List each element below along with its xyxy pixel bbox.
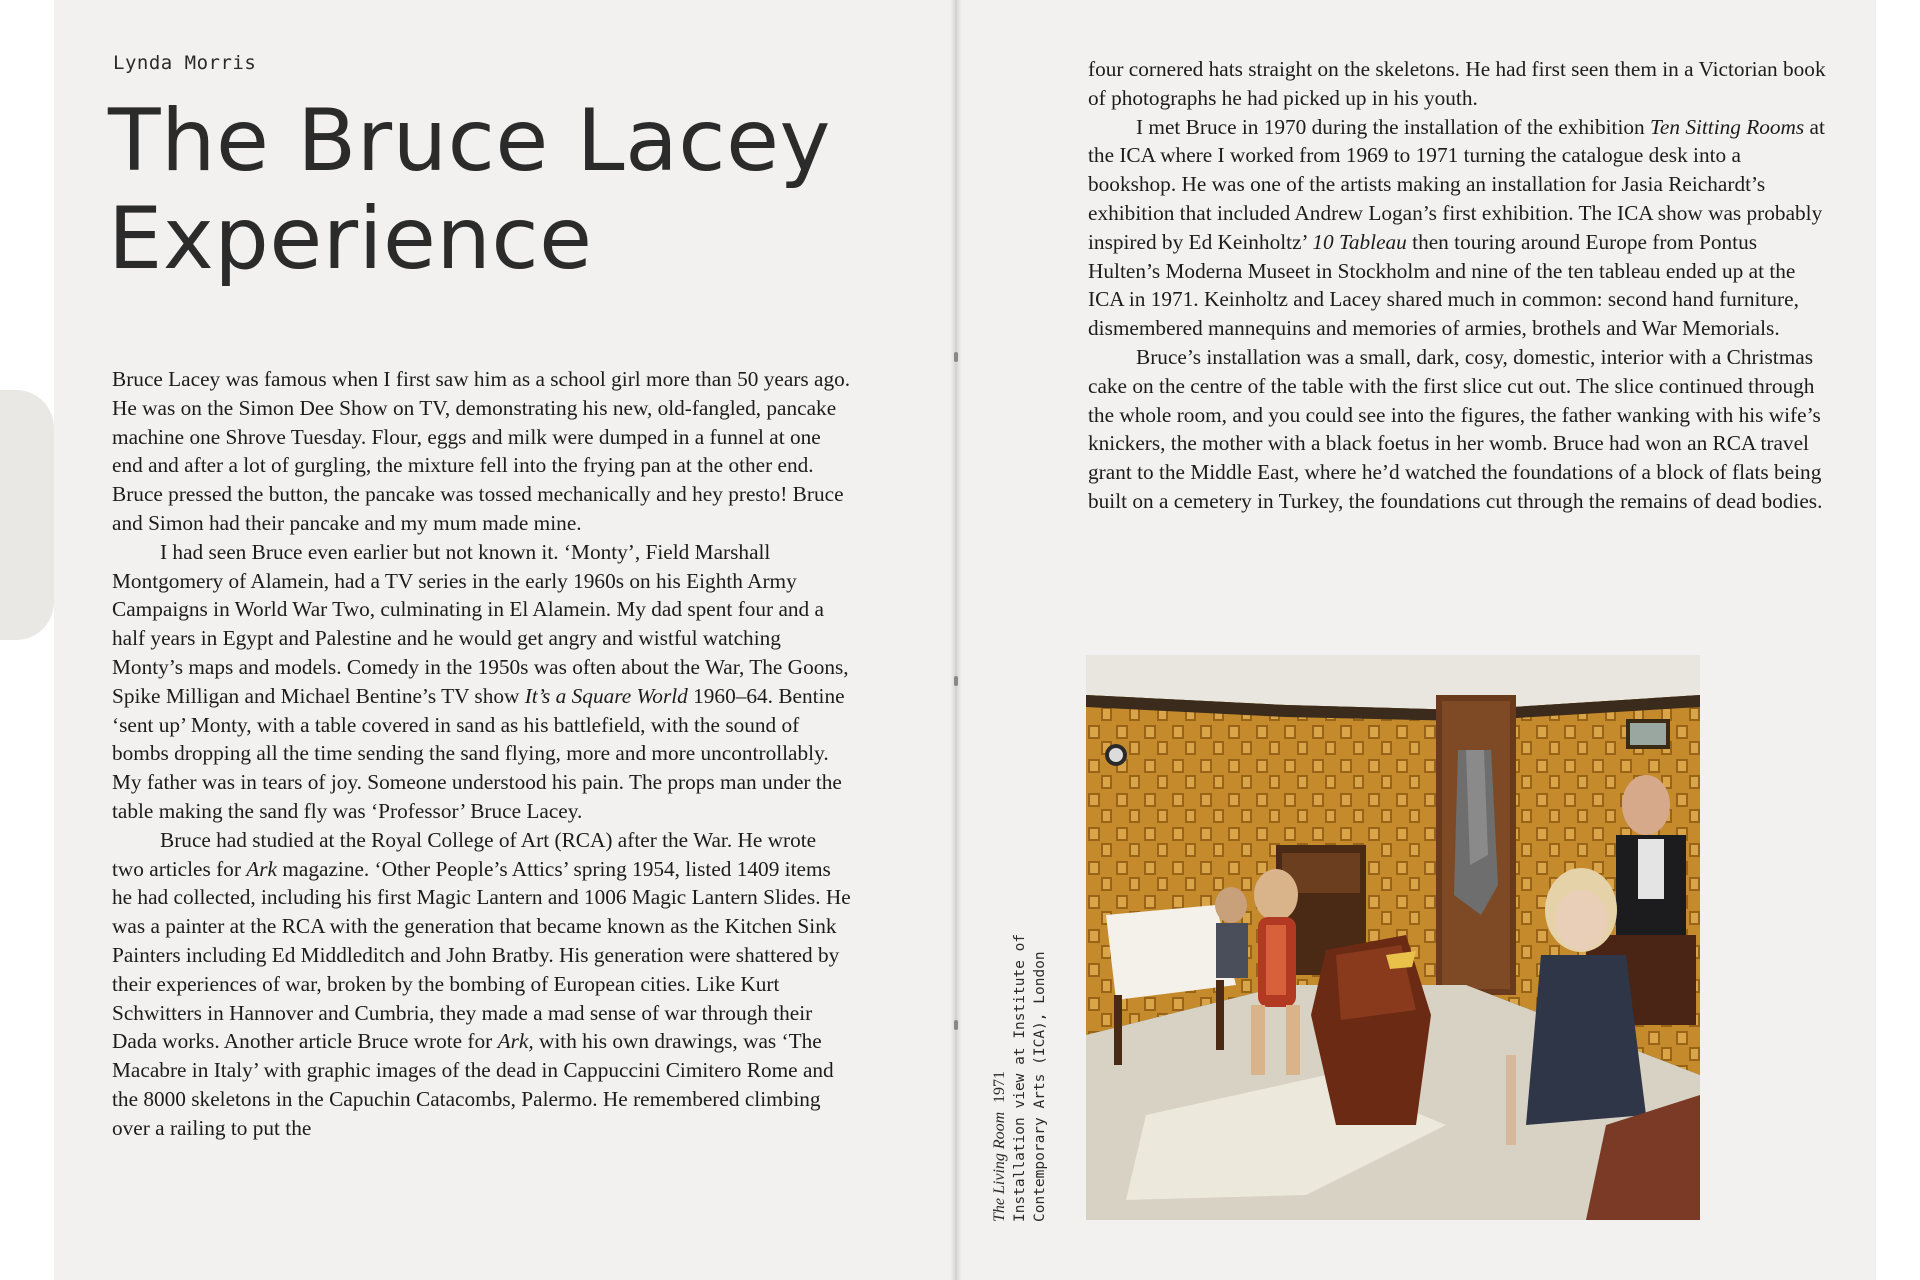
binding-stitch [954,352,958,362]
text-run: I met Bruce in 1970 during the installation of the exhibition [1136,114,1650,139]
spine-gutter [950,0,962,1280]
caption-line-title [990,934,1010,1222]
text-run: Bruce’s installation was a small, dark, cosy, domestic, interior with a Christmas cake on the centre of the table with the first slice cut out. The slice continued through the whole room, and you could see into the figures, the father wanking with his wife’s knickers, the mother with a black foetus in her womb. Bruce had won an RCA travel grant to the Middle East, where he’d watched the foundations of a block of flats being built on a cemetery in Turkey, the foundations cut through the remains of dead bodies. [1088,344,1823,513]
text-run: 1960–64. Bentine ‘sent up’ Monty, with a table covered in sand as his battlefield, with the sound of bombs dropping all the time sending the sand flying, more and more uncontrollably. My father was in tears of joy. Someone understood his pain. The props man under the table making the sand fly was ‘Professor’ Bruce Lacey. [112,683,845,823]
italic-title: It’s a Square World [524,683,688,708]
text-run: four cornered hats straight on the skeletons. He had first seen them in a Victorian book of photographs he had picked up in his youth. [1088,57,1826,110]
text-run: Bruce had studied at the Royal College of Art (RCA) after the War. He wrote two articles for [112,827,817,881]
text-run: then touring around Europe from Pontus Hulten’s Moderna Museet in Stockholm and nine of the ten tableau ended up at the ICA in 1971. Keinholtz and Lacey shared much in common: second hand furniture, dismembered mannequins and memories of armies, brothels and War Memorials. [1088,229,1799,341]
author-name: Lynda Morris [113,52,257,74]
italic-title: 10 Tableau [1312,229,1407,254]
paragraph [1088,55,1828,113]
paragraph [1088,113,1828,343]
italic-title: Ten Sitting Rooms [1650,114,1805,139]
photo-caption [990,934,1050,1222]
text-run: magazine. ‘Other People’s Attics’ spring 1954, listed 1409 items he had collected, including his first Magic Lantern and 1006 Magic Lantern Slides. He was a painter at the RCA with the generation that became known as the Kitchen Sink Painters including Ed Middleditch and John Bratby. His generation were shattered by their experiences of war, broken by the bombing of European cities. Like Kurt Schwitters in Hannover and Cumbria, they made a mad sense of war through their Dada works. Another article Bruce wrote for [112,856,851,1054]
installation-photo [1086,655,1700,1220]
right-body-text [1088,55,1828,516]
title-line-1: The Bruce Lacey [108,91,831,191]
text-run: I had seen Bruce even earlier but not known it. ‘Monty’, Field Marshall Montgomery of Alamein, had a TV series in the early 1960s on his Eighth Army Campaigns in World War Two, culminating in El Alamein. My dad spent four and a half years in Egypt and Palestine and he would get angry and wistful watching Monty’s maps and models. Comedy in the 1950s was often about the War, The Goons, Spike Milligan and Michael Bentine’s TV show [112,539,849,708]
text-run: Bruce Lacey was famous when I first saw him as a school girl more than 50 years ago. He was on the Simon Dee Show on TV, demonstrating his new, old-fangled, pancake machine one Shrove Tuesday. Flour, eggs and milk were dumped in a funnel at one end and after a lot of gurgling, the mixture fell into the frying pan at the other end. Bruce pressed the button, the pancake was tossed mechanically and hey presto! Bruce and Simon had their pancake and my mum made mine. [112,367,851,535]
binding-stitch [954,676,958,686]
paragraph [112,365,852,538]
page-tab [0,390,54,640]
caption-year: 1971 [991,1071,1008,1104]
paragraph [112,826,852,1143]
caption-line-1: Installation view at Institute of [1012,933,1028,1222]
paragraph [112,538,852,826]
caption-title: The Living Room [991,1111,1008,1222]
text-run: at the ICA where I worked from 1969 to 1971 turning the catalogue desk into a bookshop. He was one of the artists making an installation for Jasia Reichardt’s exhibition that included Andrew Logan’s first exhibition. The ICA show was probably inspired by Ed Keinholtz’ [1088,114,1825,254]
living-room-image [1086,655,1700,1220]
article-title [108,92,831,288]
left-body-text [112,365,852,1143]
text-run: with his own drawings, was ‘The Macabre in Italy’ with graphic images of the dead in Cappuccini Cimitero Rome and the 8000 skeletons in the Capuchin Catacombs, Palermo. He remembered climbing over a railing to put the [112,1029,834,1140]
paragraph [1088,343,1828,516]
title-line-2: Experience [108,189,593,289]
binding-stitch [954,1020,958,1030]
italic-title: Ark, [497,1029,534,1054]
caption-line-2: Contemporary Arts (ICA), London [1032,951,1048,1222]
italic-title: Ark [246,856,277,881]
